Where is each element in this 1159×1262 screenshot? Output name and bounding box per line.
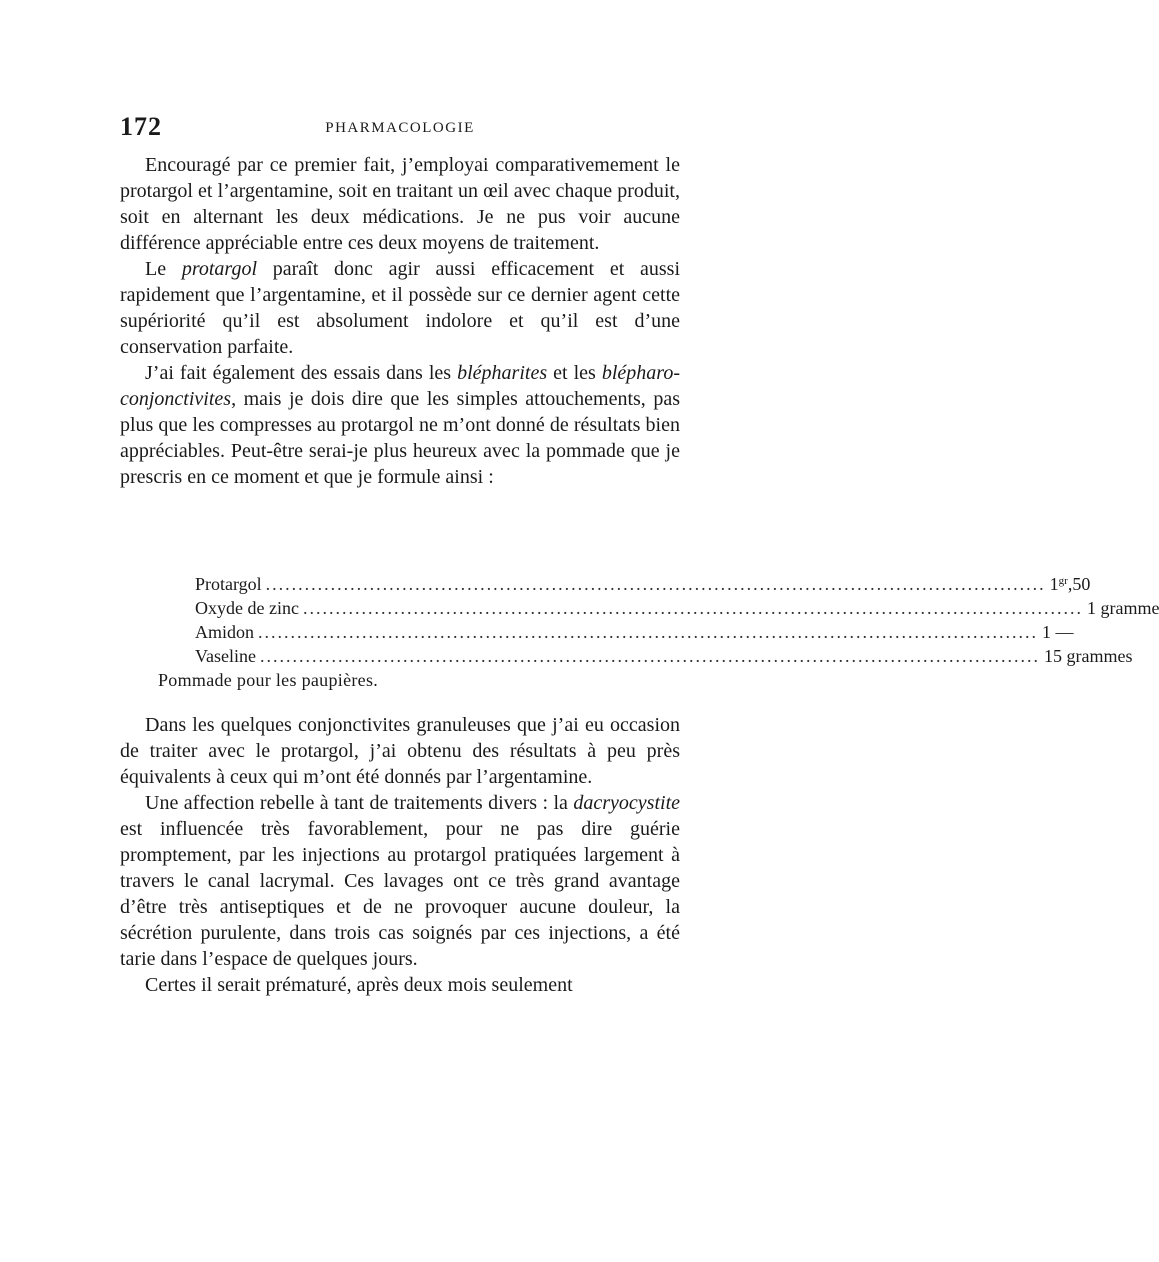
text-run: Une affection rebelle à tant de traitements divers : la [145, 792, 574, 814]
ingredient-name: Oxyde de zinc [195, 598, 299, 618]
dot-leader: ........................................................................................................................ [302, 598, 1083, 618]
text-run: et les [547, 362, 602, 384]
ingredient-name: Protargol [195, 574, 262, 594]
text-run: Encouragé par ce premier fait, j’employai comparativemement le protargol et l’argentamine, soit en traitant un œil avec chaque produit, soit en alternant les deux médications. Je ne pus voir aucune différence appréciable entre ces deux moyens de traitement. [120, 154, 680, 254]
ingredient-amount: $1^{gr},50$ [1049, 574, 1091, 594]
paragraph [120, 790, 680, 972]
ingredient-amount: 1 gramme [1086, 598, 1159, 618]
prescription-caption: Pommade pour les paupières. [158, 670, 379, 690]
ingredient-name: Vaseline [195, 646, 256, 666]
italic-term: blépharites [457, 362, 548, 384]
dot-leader: ........................................................................................................................ [259, 646, 1040, 666]
text-run: Le [145, 258, 182, 280]
ingredient-row [195, 620, 1074, 644]
paragraph [120, 256, 680, 360]
paragraph [120, 712, 680, 790]
ingredient-row [195, 572, 1091, 596]
page-number: 172 [120, 112, 162, 141]
ingredient-amount: 15 grammes [1043, 646, 1133, 666]
paragraph [120, 360, 680, 490]
body-text-bottom [120, 712, 680, 998]
italic-term: protargol [181, 258, 258, 280]
page-header [120, 112, 680, 142]
text-run: paraît donc agir aussi efficacement et aussi rapidement que l’argentamine, et il possède sur ce dernier agent cette supériorité qu’il est absolument indolore et qu’il est d’une conservation parfaite. [120, 258, 680, 358]
text-run: J’ai fait également des essais dans les [145, 362, 458, 384]
prescription-formula [195, 572, 1159, 668]
paragraph [120, 152, 680, 256]
body-text-top [120, 152, 680, 490]
text-run: , mais je dois dire que les simples attouchements, pas plus que les compresses au protargol ne m’ont donné de résultats bien appréciables. Peut-être serai-je plus heureux avec la pommade que je prescris en ce moment et que je formule ainsi : [120, 388, 680, 488]
paragraph [120, 972, 680, 998]
dot-leader: ........................................................................................................................ [258, 622, 1039, 642]
italic-term: dacryocystite [573, 792, 680, 814]
running-title: PHARMACOLOGIE [325, 120, 475, 136]
dot-leader: ........................................................................................................................ [265, 574, 1046, 594]
text-run: est influencée très favorablement, pour ne pas dire guérie promptement, par les injections au protargol pratiquées largement à travers le canal lacrymal. Ces lavages ont ce très grand avantage d’être très antiseptiques et de ne provoquer aucune douleur, la sécrétion purulente, dans trois cas soignés par ces injections, a été tarie dans l’espace de quelques jours. [120, 818, 680, 970]
ingredient-row [195, 644, 1133, 668]
ingredient-amount: 1 — [1042, 622, 1074, 642]
ingredient-row [195, 596, 1159, 620]
ingredient-name: Amidon [195, 622, 255, 642]
text-run: Certes il serait prématuré, après deux mois seulement [145, 974, 573, 996]
italic-term: blépharo-conjonctivites [120, 362, 681, 410]
text-run: Dans les quelques conjonctivites granuleuses que j’ai eu occasion de traiter avec le protargol, j’ai obtenu des résultats à peu près équivalents à ceux qui m’ont été donnés par l’argentamine. [120, 714, 680, 788]
